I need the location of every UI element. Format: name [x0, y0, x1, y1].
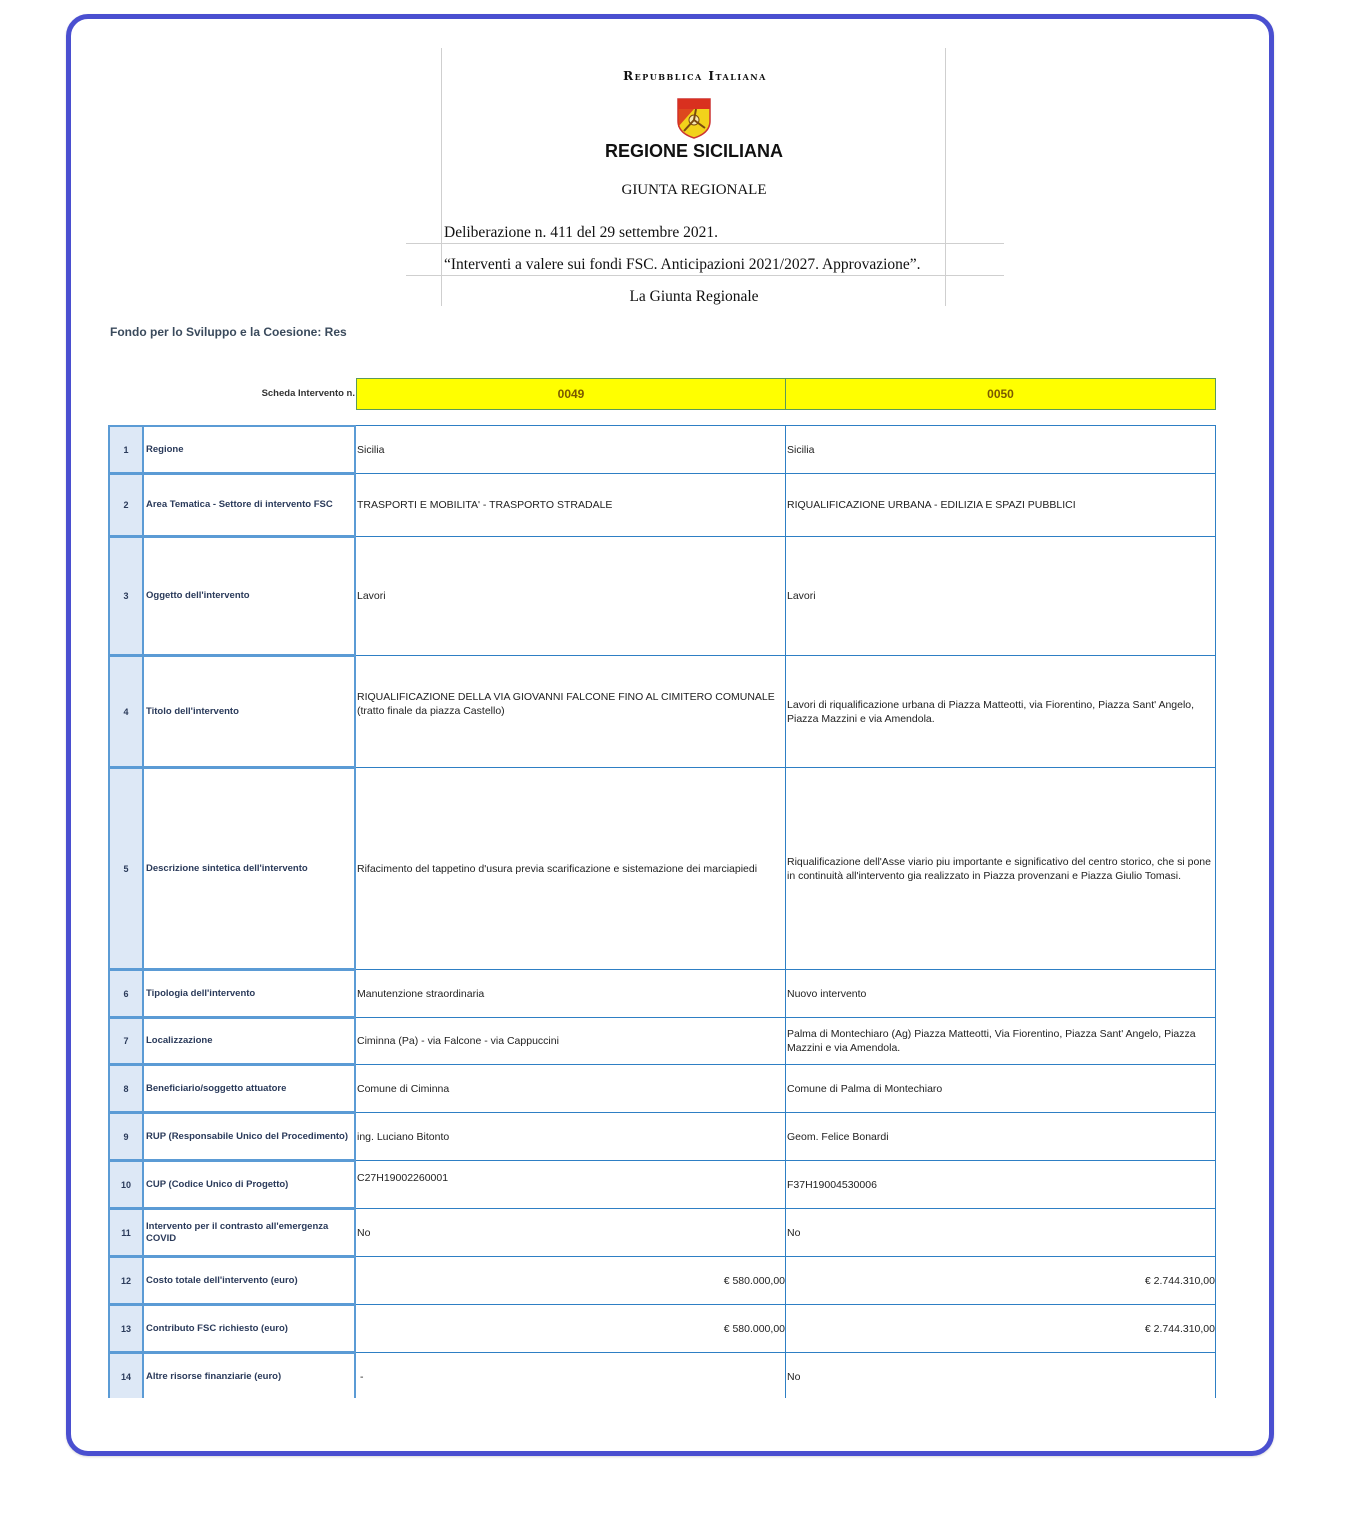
value-0050: € 2.744.310,00 [786, 1256, 1216, 1305]
row-number: 14 [108, 1352, 144, 1398]
value-0050: Lavori [786, 536, 1216, 656]
value-0050: Lavori di riqualificazione urbana di Piazza Matteotti, via Fiorentino, Piazza Sant' Angelo, Piazza Mazzini e via Amendola. [786, 655, 1216, 768]
value-0049: Lavori [356, 536, 786, 656]
deliberation-line: Deliberazione n. 411 del 29 settembre 2021. [444, 224, 719, 241]
value-0049: € 580.000,00 [356, 1304, 786, 1353]
row-number: 1 [108, 425, 144, 474]
value-0050: Riqualificazione dell'Asse viario piu importante e significativo del centro storico, che si pone in continuità all'intervento gia realizzato in Piazza provenzani e Piazza Giulio Tomasi. [786, 767, 1216, 970]
value-0049: TRASPORTI E MOBILITA' - TRASPORTO STRADALE [356, 473, 786, 537]
header-grid-line [406, 243, 1004, 244]
table-row [108, 1256, 1216, 1305]
value-0050: Nuovo intervento [786, 969, 1216, 1018]
row-label: RUP (Responsabile Unico del Procedimento) [142, 1112, 356, 1161]
value-0049: No [356, 1208, 786, 1257]
value-0049: € 580.000,00 [356, 1256, 786, 1305]
table-row [108, 767, 1216, 970]
row-label: Descrizione sintetica dell'intervento [142, 767, 356, 970]
giunta-heading: GIUNTA REGIONALE [621, 182, 767, 198]
table-row [108, 425, 1216, 474]
scheda-label: Scheda Intervento n. [261, 388, 355, 399]
value-0050: Sicilia [786, 425, 1216, 474]
row-number: 11 [108, 1208, 144, 1257]
row-label: CUP (Codice Unico di Progetto) [142, 1160, 356, 1209]
header-grid-line [441, 48, 442, 306]
value-0050: No [786, 1208, 1216, 1257]
value-0049: ing. Luciano Bitonto [356, 1112, 786, 1161]
table-row [108, 536, 1216, 656]
trinacria-emblem-icon [676, 97, 712, 139]
value-0050: Comune di Palma di Montechiaro [786, 1064, 1216, 1113]
row-label: Beneficiario/soggetto attuatore [142, 1064, 356, 1113]
intervention-table [108, 425, 1216, 1398]
row-label: Regione [142, 425, 356, 474]
row-number: 3 [108, 536, 144, 656]
row-label: Titolo dell'intervento [142, 655, 356, 768]
table-row [108, 969, 1216, 1018]
row-number: 12 [108, 1256, 144, 1305]
scheda-id-0050: 0050 [785, 378, 1216, 410]
table-row [108, 1160, 1216, 1209]
row-number: 4 [108, 655, 144, 768]
value-0049: Sicilia [356, 425, 786, 474]
row-number: 9 [108, 1112, 144, 1161]
value-0049: Rifacimento del tappetino d'usura previa scarificazione e sistemazione dei marciapiedi [356, 767, 786, 970]
la-giunta-line: La Giunta Regionale [629, 288, 759, 305]
row-label: Contributo FSC richiesto (euro) [142, 1304, 356, 1353]
value-0049: Comune di Ciminna [356, 1064, 786, 1113]
value-0050: € 2.744.310,00 [786, 1304, 1216, 1353]
table-row [108, 1208, 1216, 1257]
value-0050: RIQUALIFICAZIONE URBANA - EDILIZIA E SPAZI PUBBLICI [786, 473, 1216, 537]
region-title: REGIONE SICILIANA [604, 141, 783, 161]
value-0049: Ciminna (Pa) - via Falcone - via Cappuccini [356, 1017, 786, 1065]
table-row [108, 1352, 1216, 1398]
row-number: 2 [108, 473, 144, 537]
row-number: 5 [108, 767, 144, 970]
row-number: 13 [108, 1304, 144, 1353]
table-row [108, 1112, 1216, 1161]
table-row [108, 655, 1216, 768]
republic-heading: Repubblica Italiana [623, 69, 767, 83]
value-0049: Manutenzione straordinaria [356, 969, 786, 1018]
row-number: 10 [108, 1160, 144, 1209]
value-0050: Palma di Montechiaro (Ag) Piazza Matteotti, Via Fiorentino, Piazza Sant' Angelo, Piazza Mazzini e via Amendola. [786, 1017, 1216, 1065]
fund-title: Fondo per lo Sviluppo e la Coesione: Res [110, 325, 347, 339]
row-label: Costo totale dell'intervento (euro) [142, 1256, 356, 1305]
scheda-id-0049: 0049 [356, 378, 786, 410]
header-grid-line [406, 275, 1004, 276]
table-row [108, 1017, 1216, 1065]
table-row [108, 1304, 1216, 1353]
table-row [108, 1064, 1216, 1113]
value-0049: - [356, 1352, 786, 1398]
header-grid-line [945, 48, 946, 306]
row-number: 6 [108, 969, 144, 1018]
row-label: Area Tematica - Settore di intervento FSC [142, 473, 356, 537]
deliberation-subject: “Interventi a valere sui fondi FSC. Anticipazioni 2021/2027. Approvazione”. [444, 256, 921, 273]
value-0049: C27H19002260001 [356, 1160, 786, 1209]
value-0050: Geom. Felice Bonardi [786, 1112, 1216, 1161]
row-label: Localizzazione [142, 1017, 356, 1065]
row-label: Tipologia dell'intervento [142, 969, 356, 1018]
row-label: Oggetto dell'intervento [142, 536, 356, 656]
value-0050: F37H19004530006 [786, 1160, 1216, 1209]
row-number: 8 [108, 1064, 144, 1113]
table-row [108, 473, 1216, 537]
row-label: Altre risorse finanziarie (euro) [142, 1352, 356, 1398]
value-0049: RIQUALIFICAZIONE DELLA VIA GIOVANNI FALCONE FINO AL CIMITERO COMUNALE (tratto finale da piazza Castello) [356, 655, 786, 768]
value-0050: No [786, 1352, 1216, 1398]
row-number: 7 [108, 1017, 144, 1065]
row-label: Intervento per il contrasto all'emergenza COVID [142, 1208, 356, 1257]
